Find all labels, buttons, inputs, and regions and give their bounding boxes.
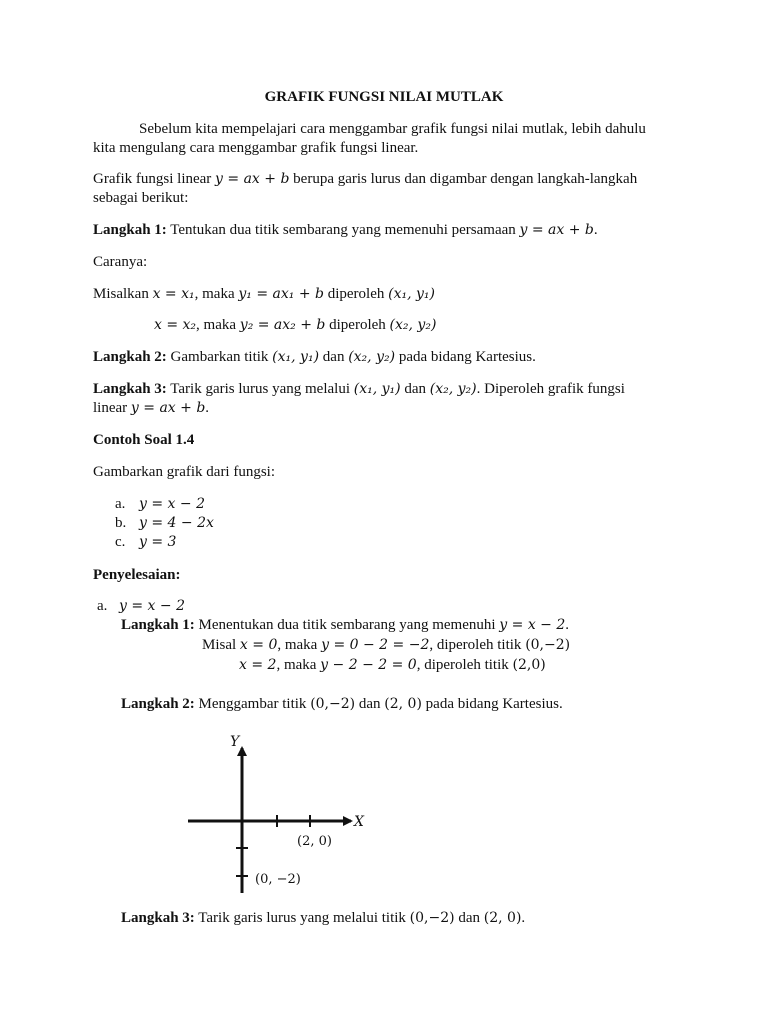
step-1: [93, 221, 598, 240]
list-marker: a.: [97, 598, 108, 614]
text: , maka: [194, 286, 239, 302]
step-label: Langkah 1:: [121, 617, 195, 633]
equation: (2,0): [512, 657, 546, 673]
x-axis-label: X: [354, 814, 364, 830]
text: .: [565, 617, 570, 633]
equation: (0,−2): [409, 910, 455, 926]
solution-a-misal-1: [202, 636, 570, 655]
equation: y = x − 2: [119, 598, 185, 614]
solution-a-step-1: [121, 616, 569, 635]
page-title: GRAFIK FUNGSI NILAI MUTLAK: [264, 89, 504, 105]
caranya-label: Caranya:: [93, 254, 148, 270]
text: Tarik garis lurus yang melalui: [166, 381, 354, 397]
equation: y = ax + b: [130, 400, 206, 416]
list-item: [115, 495, 205, 514]
equation: y = 4 − 2x: [139, 515, 214, 531]
solution-a-misal-2: [239, 656, 546, 675]
text: linear: [93, 400, 131, 416]
solution-a-step-2: [121, 695, 563, 714]
text: , maka: [277, 637, 322, 653]
equation: y = 3: [139, 534, 177, 550]
equation: y − 2 − 2 = 0: [320, 657, 417, 673]
equation: x = x₁: [152, 286, 195, 302]
cartesian-graph: [180, 728, 380, 900]
equation: y = x − 2: [139, 496, 205, 512]
text: dan: [400, 381, 430, 397]
equation: y₂ = ax₂ + b: [239, 317, 326, 333]
text: Tentukan dua titik sembarang yang memenuhi persamaan: [166, 222, 520, 238]
text: berupa garis lurus dan digambar dengan langkah-langkah: [289, 171, 638, 187]
step-3: [93, 380, 625, 399]
text: Misalkan: [93, 286, 153, 302]
solution-a: [97, 597, 185, 616]
linear-graph-paragraph: [93, 170, 637, 189]
linear-graph-paragraph-line-2: sebagai berikut:: [93, 190, 189, 206]
text: pada bidang Kartesius.: [395, 349, 536, 365]
equation: (x₂, y₂): [389, 317, 437, 333]
equation: (0,−2): [310, 696, 356, 712]
text: .: [593, 222, 598, 238]
point-label-2-0: (2, 0): [297, 834, 332, 849]
step-2: [93, 348, 536, 367]
equation: (x₂, y₂): [348, 349, 396, 365]
equation: (0,−2): [525, 637, 571, 653]
list-marker: a.: [115, 496, 126, 512]
equation: y₁ = ax₁ + b: [238, 286, 324, 302]
list-marker: c.: [115, 534, 126, 550]
text: , maka: [196, 317, 240, 333]
equation: (x₁, y₁): [272, 349, 320, 365]
equation: y = ax + b: [519, 222, 594, 238]
step-label: Langkah 3:: [93, 381, 167, 397]
text: , maka: [276, 657, 321, 673]
intro-line-2: kita mengulang cara menggambar grafik fungsi linear.: [93, 140, 419, 156]
text: Tarik garis lurus yang melalui titik: [194, 910, 410, 926]
text: Misal: [202, 637, 240, 653]
step-label: Langkah 2:: [93, 349, 167, 365]
equation: x = 0: [239, 637, 278, 653]
equation: y = x − 2: [499, 617, 566, 633]
text: dan: [355, 696, 385, 712]
text: . Diperoleh grafik fungsi: [476, 381, 625, 397]
step-label: Langkah 3:: [121, 910, 195, 926]
equation: (x₂, y₂): [429, 381, 477, 397]
text: Gambarkan titik: [166, 349, 273, 365]
text: Menentukan dua titik sembarang yang memenuhi: [194, 617, 500, 633]
equation: (x₁, y₁): [353, 381, 401, 397]
y-axis-label: Y: [230, 734, 240, 750]
step-label: Langkah 2:: [121, 696, 195, 712]
text: diperoleh: [323, 286, 389, 302]
intro-line-1: Sebelum kita mempelajari cara menggambar grafik fungsi nilai mutlak, lebih dahulu: [139, 121, 646, 137]
list-item: [115, 533, 176, 552]
text: Menggambar titik: [194, 696, 311, 712]
text: dan: [454, 910, 484, 926]
text: .: [521, 910, 526, 926]
equation: (x₁, y₁): [388, 286, 435, 302]
solution-a-step-3: [121, 909, 525, 928]
list-marker: b.: [115, 515, 127, 531]
text: Grafik fungsi linear: [93, 171, 216, 187]
solution-heading: Penyelesaian:: [93, 567, 181, 583]
example-heading: Contoh Soal 1.4: [93, 432, 195, 448]
misal-line-1: [93, 285, 435, 304]
text: , diperoleh titik: [416, 657, 513, 673]
equation: (2, 0): [384, 696, 422, 712]
text: diperoleh: [325, 317, 390, 333]
equation: (2, 0): [483, 910, 522, 926]
point-label-0-neg2: (0, −2): [255, 872, 301, 887]
equation: x = x₂: [154, 317, 197, 333]
text: .: [205, 400, 210, 416]
text: pada bidang Kartesius.: [421, 696, 563, 712]
step-label: Langkah 1:: [93, 222, 167, 238]
equation: x = 2: [239, 657, 277, 673]
text: , diperoleh titik: [429, 637, 526, 653]
example-prompt: Gambarkan grafik dari fungsi:: [93, 464, 276, 480]
equation: y = ax + b: [215, 171, 290, 187]
text: dan: [319, 349, 349, 365]
list-item: [115, 514, 214, 533]
misal-line-2: [154, 316, 436, 335]
equation: y = 0 − 2 = −2: [321, 637, 430, 653]
step-3-line-2: [93, 399, 209, 418]
